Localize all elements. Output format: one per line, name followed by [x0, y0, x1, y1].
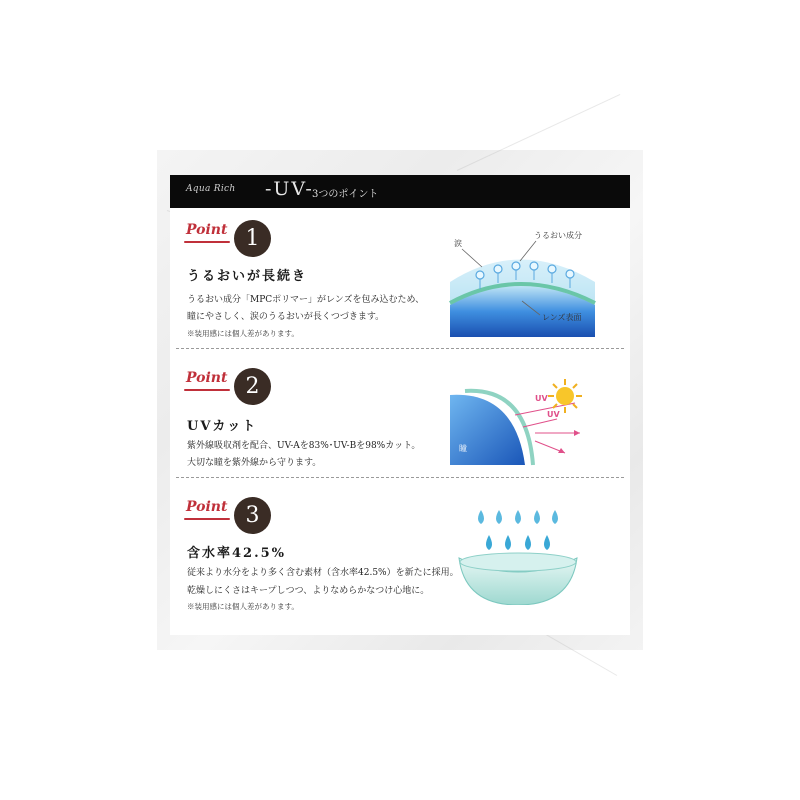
moisture-label: うるおい成分	[534, 231, 582, 240]
water-drops-middle	[486, 535, 550, 550]
point-label: Point	[186, 370, 228, 386]
point-text-line: 大切な瞳を紫外線から守ります。	[187, 458, 322, 468]
points-card	[170, 175, 630, 635]
point-underline	[184, 389, 230, 391]
product-name: -UV-	[265, 178, 314, 200]
point-title: 含水率42.5%	[187, 546, 287, 561]
point-title: UVカット	[187, 419, 258, 434]
point-text-line: 瞳にやさしく、涙のうるおいが長くつづきます。	[187, 312, 385, 322]
point-text-line: 従来より水分をより多く含む素材（含水率42.5%）を新たに採用。	[187, 568, 459, 578]
point-section-3	[170, 452, 630, 611]
eye-label: 瞳	[459, 444, 467, 453]
point-underline	[184, 241, 230, 243]
point-underline	[184, 518, 230, 520]
point-note: ※装用感には個人差があります。	[187, 329, 299, 338]
point-label: Point	[186, 222, 228, 238]
point-text-line: 紫外線吸収剤を配合、UV-Aを83%･UV-Bを98%カット。	[187, 441, 421, 451]
header-subtitle: 3つのポイント	[312, 189, 379, 200]
point-note: ※装用感には個人差があります。	[187, 602, 299, 611]
point-text-line: 乾燥しにくさはキープしつつ、よりなめらかなつけ心地に。	[187, 586, 430, 596]
sun-icon	[548, 379, 582, 413]
point-text-line: うるおい成分「MPCポリマー」がレンズを包み込むため、	[187, 295, 425, 305]
point-number-badge: 3	[234, 497, 271, 534]
point-title: うるおいが長続き	[187, 269, 308, 284]
uv-label: UV	[535, 394, 548, 403]
point-section-2	[170, 323, 630, 468]
tears-label: 涙	[454, 239, 462, 248]
brand-name: Aqua Rich	[186, 184, 236, 194]
water-content-illustration	[453, 510, 583, 605]
point-section-1	[170, 175, 630, 338]
water-drops-top	[478, 510, 558, 524]
point-number-badge: 1	[234, 220, 271, 257]
point-number-badge: 2	[234, 368, 271, 405]
uv-label: UV	[547, 410, 560, 419]
point-label: Point	[186, 499, 228, 515]
lens-surface-label: レンズ表面	[542, 313, 582, 322]
